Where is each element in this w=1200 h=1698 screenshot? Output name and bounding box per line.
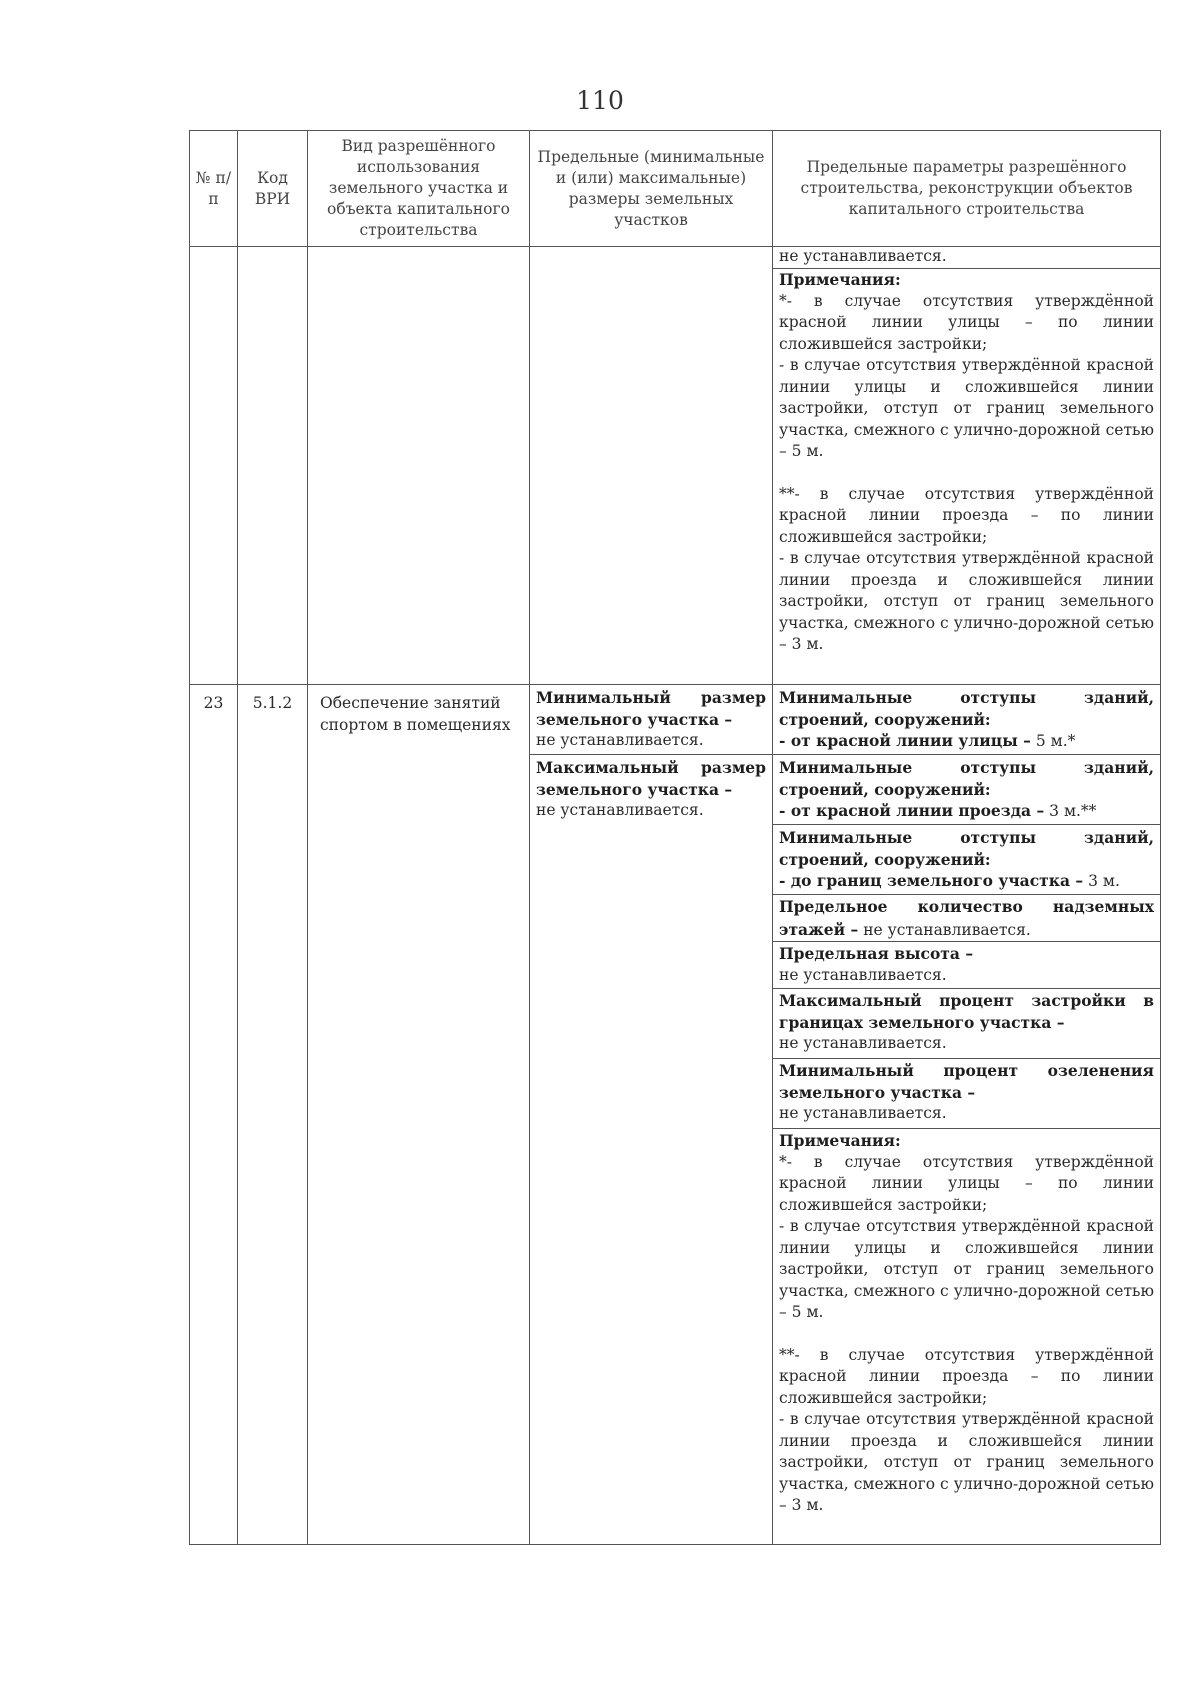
param-value: не устанавливается. (779, 1104, 947, 1122)
param-bold: - от красной линии проезда – (779, 801, 1045, 820)
note-item: **- в случае отсутствия утверждённой красной линии проезда – по линии сложившейся застройки; (779, 484, 1154, 546)
param-value: не устанавливается. (779, 965, 947, 984)
header-code: Код ВРИ (238, 131, 308, 247)
param-label: Минимальные отступы зданий, строений, сооружений: (779, 828, 1154, 869)
row-number: 23 (190, 685, 238, 1545)
param-bold: - от красной линии улицы – (779, 731, 1031, 750)
note-item: *- в случае отсутствия утверждённой красной линии улицы – по линии сложившейся застройки; (779, 1152, 1154, 1214)
row-code: 5.1.2 (238, 685, 308, 1545)
param-value: 5 м.* (1035, 732, 1076, 750)
note-item: - в случае отсутствия утверждённой красной линии проезда и сложившейся линии застройки, отступ от границ земельного участка, смежного с улично-дорожной сетью – 3 м. (779, 549, 1154, 653)
page-number: 110 (576, 86, 624, 115)
param-bold: Максимальный процент застройки в границах земельного участка – (779, 991, 1154, 1032)
header-plot-size: Предельные (минимальные и (или) максимальные) размеры земельных участков (530, 131, 773, 247)
table-row (190, 247, 1161, 269)
note-item: *- в случае отсутствия утверждённой красной линии улицы – по линии сложившейся застройки; (779, 291, 1154, 353)
plot-min-label: Минимальный размер земельного участка – (536, 688, 766, 729)
plot-max-value: не устанавливается. (536, 801, 704, 819)
table-row-23 (190, 685, 1161, 755)
param-offset-boundary (773, 825, 1161, 895)
cell-empty (238, 247, 308, 685)
plot-max-label: Максимальный размер земельного участка – (536, 758, 766, 799)
notes-title: Примечания: (779, 1131, 901, 1150)
zoning-table (189, 130, 1161, 1545)
param-offset-street (773, 685, 1161, 755)
cell-empty (190, 247, 238, 685)
plot-min-value: не устанавливается. (536, 731, 704, 749)
note-item: **- в случае отсутствия утверждённой красной линии проезда – по линии сложившейся застройки; (779, 1345, 1154, 1407)
note-item: - в случае отсутствия утверждённой красной линии улицы и сложившейся линии застройки, отступ от границ земельного участка, смежного с улично-дорожной сетью – 5 м. (779, 1217, 1154, 1321)
param-bold: Минимальный процент озеленения земельного участка – (779, 1061, 1154, 1102)
row-kind: Обеспечение занятий спортом в помещениях (308, 685, 530, 1545)
param-label: Минимальные отступы зданий, строений, сооружений: (779, 758, 1154, 799)
table-header-row (190, 131, 1161, 247)
param-value: 3 м. (1088, 872, 1120, 890)
header-kind: Вид разрешённого использования земельного участка и объекта капитального строительства (308, 131, 530, 247)
carry-over-notes (773, 269, 1161, 685)
param-bold: - до границ земельного участка – (779, 871, 1084, 890)
param-bold: Предельное количество надземных этажей – (779, 897, 1154, 939)
param-value: не устанавливается. (779, 1034, 947, 1052)
note-item: - в случае отсутствия утверждённой красной линии проезда и сложившейся линии застройки, отступ от границ земельного участка, смежного с улично-дорожной сетью – 3 м. (779, 1410, 1154, 1514)
carry-over-value (773, 247, 1161, 269)
cell-empty (308, 247, 530, 685)
note-item: - в случае отсутствия утверждённой красной линии улицы и сложившейся линии застройки, отступ от границ земельного участка, смежного с улично-дорожной сетью – 5 м. (779, 356, 1154, 460)
param-bold: Предельная высота – (779, 944, 974, 963)
header-num: № п/п (190, 131, 238, 247)
param-greenery (773, 1059, 1161, 1129)
plot-max-cell (530, 755, 773, 1545)
notes-title: Примечания: (779, 270, 901, 289)
param-value: не устанавливается. (863, 920, 1031, 939)
param-label: Минимальные отступы зданий, строений, сооружений: (779, 688, 1154, 729)
cell-empty (530, 247, 773, 685)
header-params: Предельные параметры разрешённого строительства, реконструкции объектов капитального строительства (773, 131, 1161, 247)
param-floors (773, 895, 1161, 942)
param-value: 3 м.** (1049, 802, 1097, 820)
row23-notes (773, 1129, 1161, 1545)
param-coverage (773, 989, 1161, 1059)
param-offset-driveway (773, 755, 1161, 825)
param-height (773, 942, 1161, 989)
text: не устанавливается. (779, 247, 947, 265)
plot-min-cell (530, 685, 773, 755)
